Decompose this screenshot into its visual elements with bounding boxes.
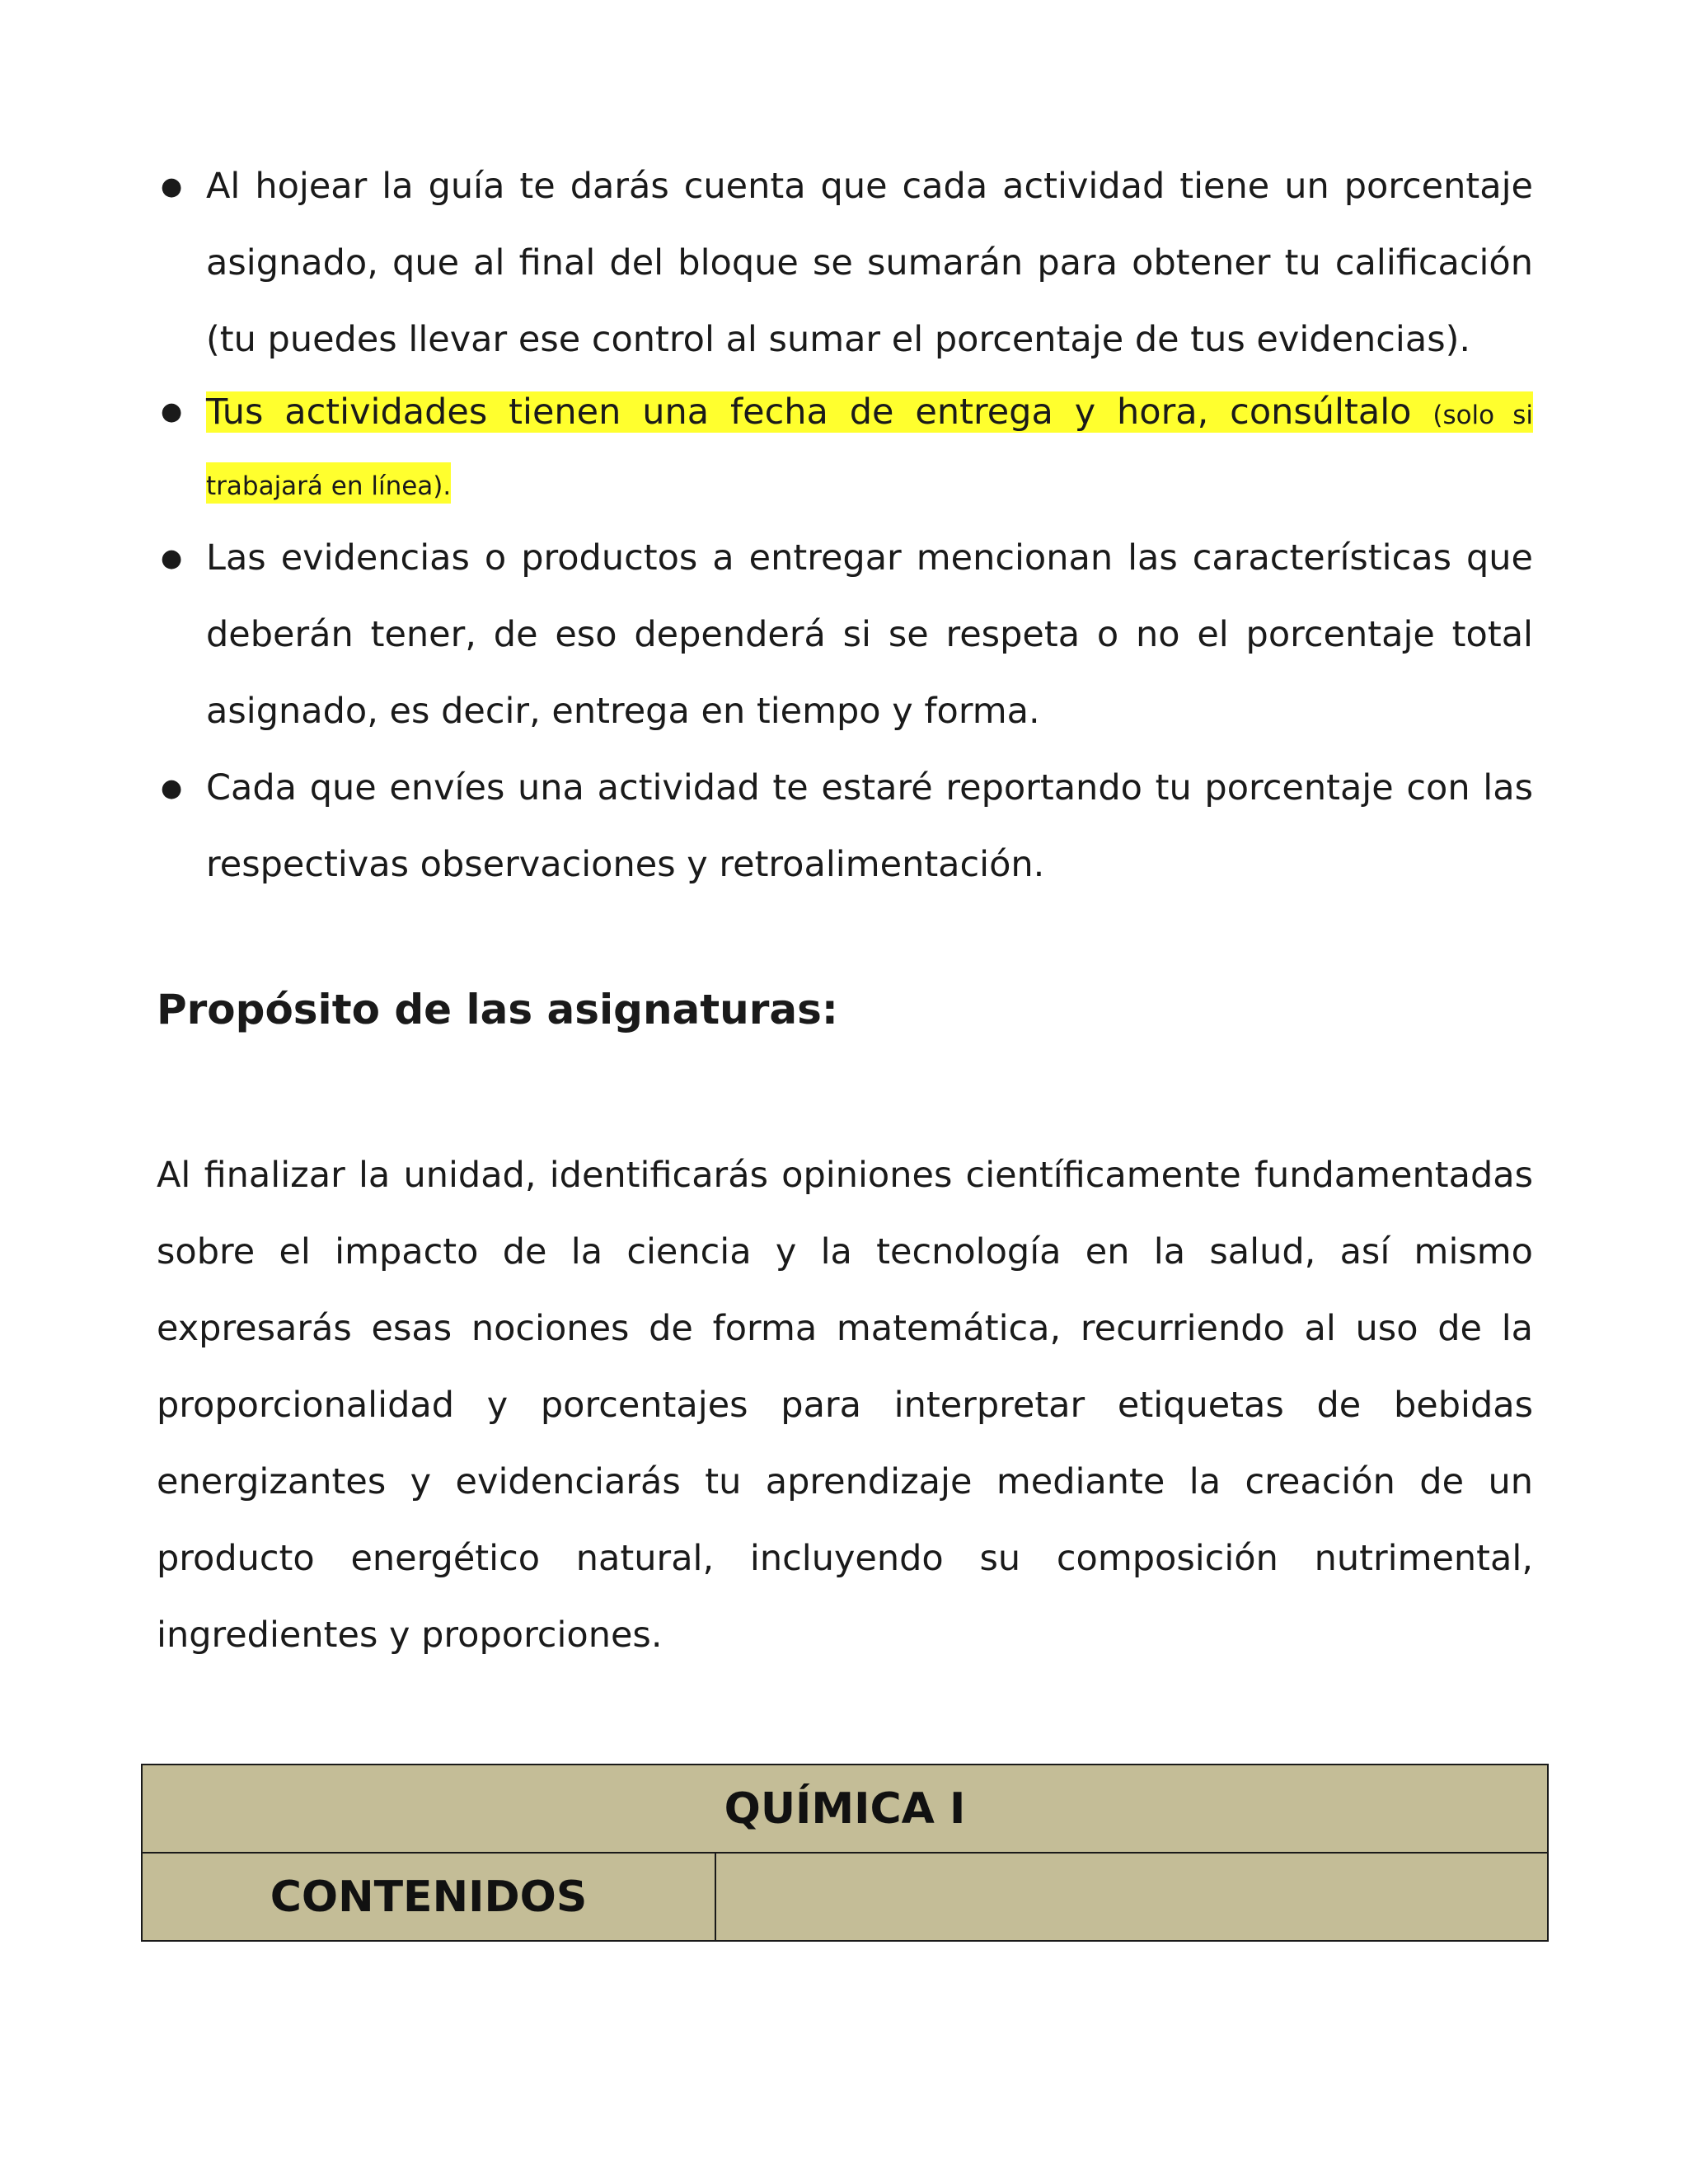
list-item-highlighted xyxy=(157,378,1533,520)
bullet-icon: ● xyxy=(161,774,183,803)
table-row xyxy=(142,1765,1548,1853)
highlighted-text xyxy=(206,391,1533,504)
bullet-icon: ● xyxy=(161,544,183,573)
section-heading: Propósito de las asignaturas: xyxy=(157,986,838,1033)
list-item xyxy=(157,148,1533,378)
subject-table xyxy=(141,1764,1549,1942)
bullet-icon: ● xyxy=(161,172,183,201)
table-title: QUÍMICA I xyxy=(142,1765,1548,1853)
purpose-paragraph: Al finalizar la unidad, identificarás opiniones científicamente fundamentadas sobre el impacto de la ciencia y la tecnología en la salud, así mismo expresarás esas nociones de forma matemática, recurriendo al uso de la proporcionalidad y porcentajes para interpretar etiquetas de bebidas energizantes y evidenciarás tu aprendizaje mediante la creación de un producto energético natural, incluyendo su composición nutrimental, ingredientes y proporciones. xyxy=(157,1155,1533,1656)
list-item-text: Al hojear la guía te darás cuenta que cada actividad tiene un porcentaje asignado, que al final del bloque se sumarán para obtener tu calificación (tu puedes llevar ese control al sumar el porcentaje de tus evidencias). xyxy=(206,166,1533,360)
list-item xyxy=(157,750,1533,903)
instructions-list xyxy=(157,148,1533,903)
list-item-text: Las evidencias o productos a entregar mencionan las características que deberán tener, de eso dependerá si se respeta o no el porcentaje total asignado, es decir, entrega en tiempo y forma. xyxy=(206,537,1533,732)
bullet-icon: ● xyxy=(161,397,183,426)
table-row-value xyxy=(715,1853,1548,1941)
list-item-text: Tus actividades tienen una fecha de entrega y hora, consúltalo xyxy=(206,391,1433,433)
list-item-note: (solo si trabajará en línea). xyxy=(206,401,1533,501)
list-item xyxy=(157,520,1533,750)
list-item-text: Cada que envíes una actividad te estaré reportando tu porcentaje con las respectivas observaciones y retroalimentación. xyxy=(206,767,1533,885)
table-row-label: CONTENIDOS xyxy=(142,1853,715,1941)
table-row xyxy=(142,1853,1548,1941)
